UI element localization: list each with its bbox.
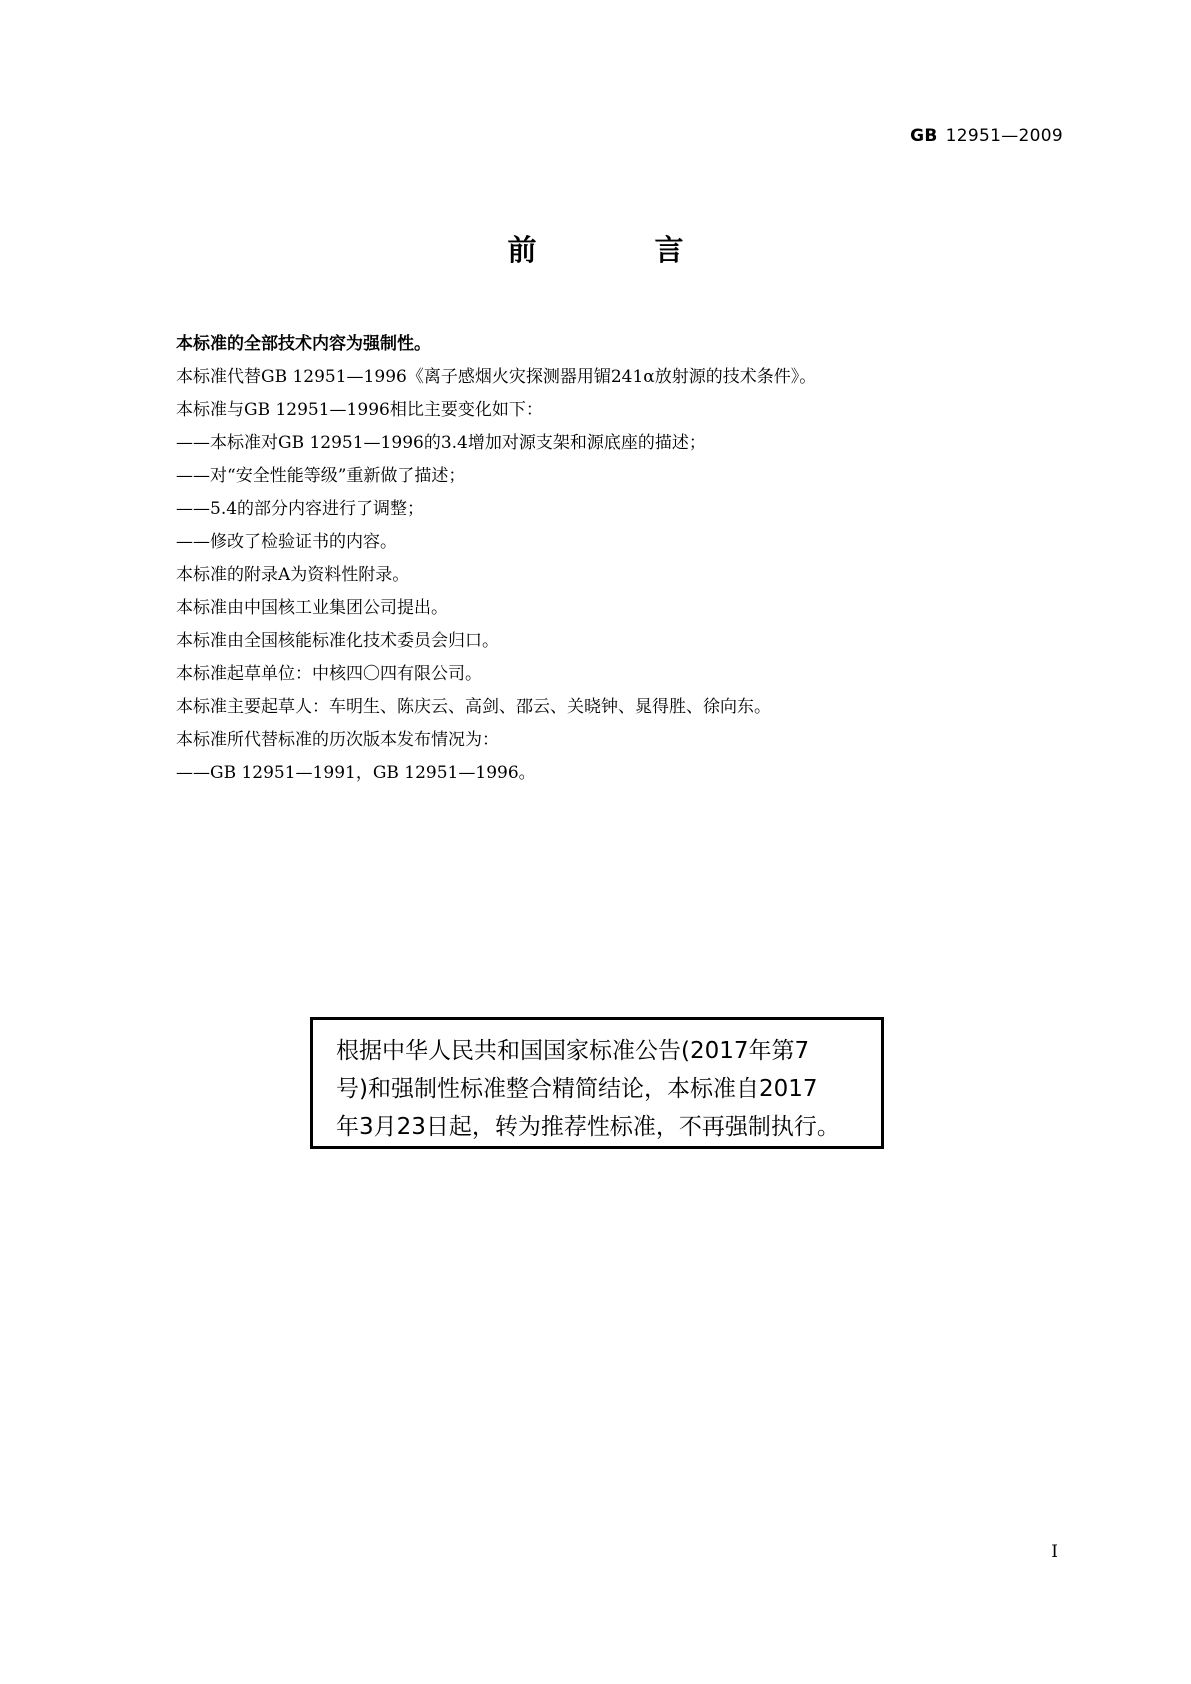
paragraph-drafting-unit: 本标准起草单位：中核四〇四有限公司。 bbox=[176, 664, 482, 684]
standard-number: 12951—2009 bbox=[945, 126, 1063, 146]
paragraph-history-intro: 本标准所代替标准的历次版本发布情况为： bbox=[176, 730, 499, 750]
paragraph-committee: 本标准由全国核能标准化技术委员会归口。 bbox=[176, 631, 499, 651]
paragraph-appendix: 本标准的附录A为资料性附录。 bbox=[176, 565, 410, 585]
change-item: ——5.4的部分内容进行了调整； bbox=[176, 499, 425, 519]
notice-line: 根据中华人民共和国国家标准公告(2017年第7 bbox=[336, 1038, 810, 1064]
page-number: I bbox=[1051, 1542, 1058, 1562]
paragraph-changes-intro: 本标准与GB 12951—1996相比主要变化如下： bbox=[176, 400, 543, 420]
history-item: ——GB 12951—1991，GB 12951—1996。 bbox=[176, 763, 536, 783]
notice-box bbox=[310, 1017, 884, 1149]
paragraph-replaces: 本标准代替GB 12951—1996《离子感烟火灾探测器用镅241α放射源的技术条件》。 bbox=[176, 367, 817, 387]
paragraph-drafters: 本标准主要起草人：车明生、陈庆云、高剑、邵云、关晓钟、晁得胜、徐向东。 bbox=[176, 697, 771, 717]
foreword-body bbox=[176, 328, 1016, 790]
notice-line: 年3月23日起，转为推荐性标准，不再强制执行。 bbox=[336, 1114, 840, 1140]
change-item: ——本标准对GB 12951—1996的3.4增加对源支架和源底座的描述； bbox=[176, 433, 706, 453]
change-item: ——对“安全性能等级”重新做了描述； bbox=[176, 466, 466, 486]
paragraph-proposer: 本标准由中国核工业集团公司提出。 bbox=[176, 598, 448, 618]
paragraph-mandatory: 本标准的全部技术内容为强制性。 bbox=[176, 334, 431, 354]
change-item: ——修改了检验证书的内容。 bbox=[176, 532, 397, 552]
standard-prefix: GB bbox=[910, 126, 938, 146]
notice-line: 号)和强制性标准整合精简结论，本标准自2017 bbox=[336, 1076, 818, 1102]
standard-code bbox=[910, 126, 1063, 146]
page-title: 前 言 bbox=[507, 233, 738, 267]
